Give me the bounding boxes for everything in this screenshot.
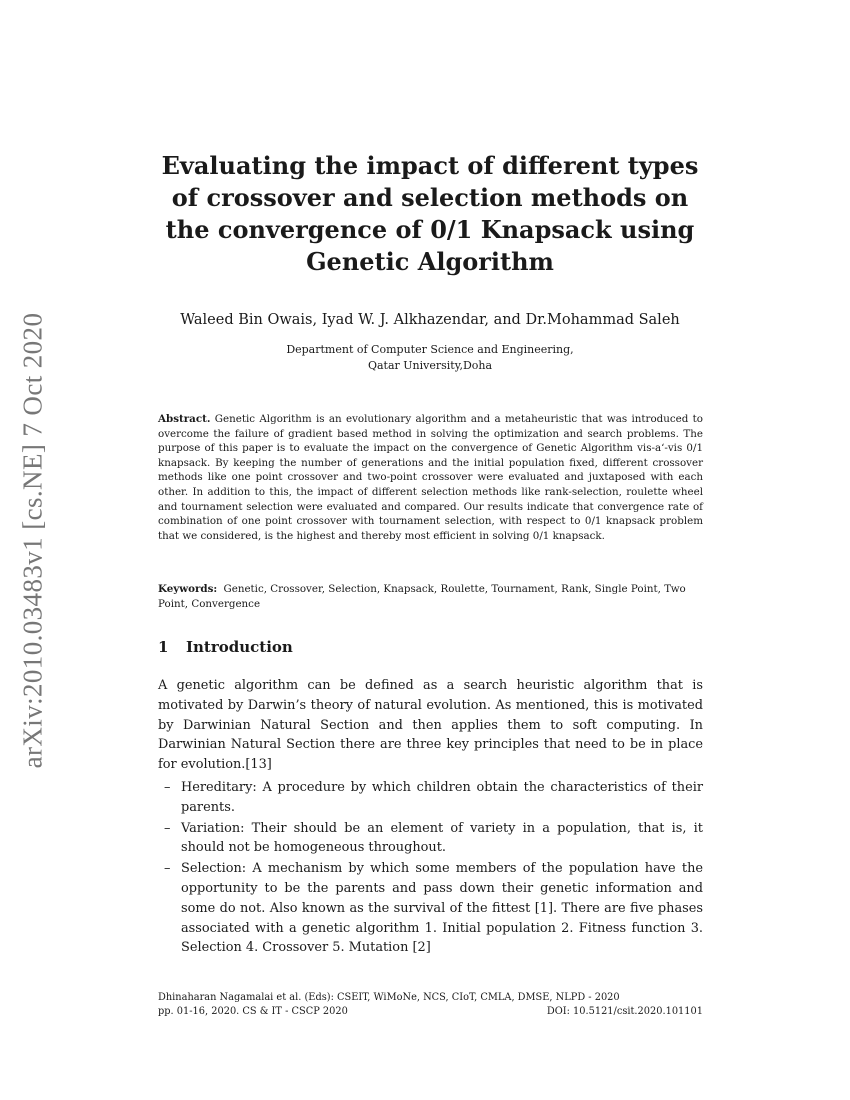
paper-title: Evaluating the impact of different types of crossover and selection methods on the convergence of 0/1 Knapsack using Genetic Algorithm bbox=[161, 151, 699, 276]
list-item bbox=[158, 819, 703, 859]
intro-paragraph: A genetic algorithm can be defined as a search heuristic algorithm that is motivated by Darwin’s theory of natural evolution. As mentioned, this is motivated by Darwinian Natural Section and then applies them to soft computing. In Darwinian Natural Section there are three key principles that need to be in place for evolution.[13] bbox=[158, 678, 703, 773]
principles-list bbox=[158, 778, 703, 959]
keywords bbox=[158, 582, 703, 611]
list-item bbox=[158, 859, 703, 958]
footer-doi: DOI: 10.5121/csit.2020.101101 bbox=[546, 1006, 703, 1017]
page-footer bbox=[158, 991, 703, 1019]
section-title: Introduction bbox=[186, 638, 293, 656]
list-item-text: Hereditary: A procedure by which children obtain the characteristics of their parents. bbox=[181, 780, 703, 815]
arxiv-watermark bbox=[8, 300, 58, 780]
bullet-marker: – bbox=[164, 820, 171, 836]
affiliation bbox=[150, 342, 710, 374]
footer-pages: pp. 01-16, 2020. CS & IT - CSCP 2020 bbox=[158, 1006, 348, 1017]
abstract-label: Abstract. bbox=[158, 413, 211, 425]
footer-proceedings: Dhinaharan Nagamalai et al. (Eds): CSEIT, WiMoNe, NCS, CIoT, CMLA, DMSE, NLPD - 2020 bbox=[158, 992, 620, 1003]
keywords-label: Keywords: bbox=[158, 583, 218, 595]
bullet-marker: – bbox=[164, 861, 171, 877]
bullet-marker: – bbox=[164, 780, 171, 795]
section-number: 1 bbox=[158, 638, 169, 656]
footer-row bbox=[158, 1005, 703, 1019]
arxiv-identifier: arXiv:2010.03483v1 [cs.NE] 7 Oct 2020 bbox=[17, 312, 48, 768]
abstract-text: Genetic Algorithm is an evolutionary algorithm and a metaheuristic that was introduced to overcome the failure of gradient based method in solving the optimization and search problems. The purpose of this paper is to evaluate the impact on the convergence of Genetic Algorithm vis-a‘-vis 0/1 knapsack. By keeping the number of generations and the initial population fixed, different crossover methods like one point crossover and two-point crossover were evaluated and juxtaposed with each other. In addition to this, the impact of different selection methods like rank-selection, roulette wheel and tournament selection were evaluated and compared. Our results indicate that convergence rate of combination of one point crossover with tournament selection, with respect to 0/1 knapsack problem that we considered, is the highest and thereby most efficient in solving 0/1 knapsack. bbox=[158, 413, 703, 542]
abstract bbox=[158, 412, 703, 543]
affiliation-department: Department of Computer Science and Engineering, bbox=[286, 343, 574, 356]
keywords-text: Genetic, Crossover, Selection, Knapsack, Roulette, Tournament, Rank, Single Point, Two Point, Convergence bbox=[158, 583, 686, 610]
list-item-text: Variation: Their should be an element of variety in a population, that is, it should not be homogeneous throughout. bbox=[181, 820, 703, 856]
list-item bbox=[158, 778, 703, 818]
paper-authors: Waleed Bin Owais, Iyad W. J. Alkhazendar, and Dr.Mohammad Saleh bbox=[180, 312, 680, 328]
list-item-text: Selection: A mechanism by which some members of the population have the opportunity to be the parents and pass down their genetic information and some do not. Also known as the survival of the fittest [1]. There are five phases associated with a genetic algorithm 1. Initial population 2. Fitness function 3. Selection 4. Crossover 5. Mutation [2] bbox=[181, 861, 703, 956]
affiliation-institution: Qatar University,Doha bbox=[367, 359, 493, 372]
section-heading bbox=[158, 638, 703, 656]
